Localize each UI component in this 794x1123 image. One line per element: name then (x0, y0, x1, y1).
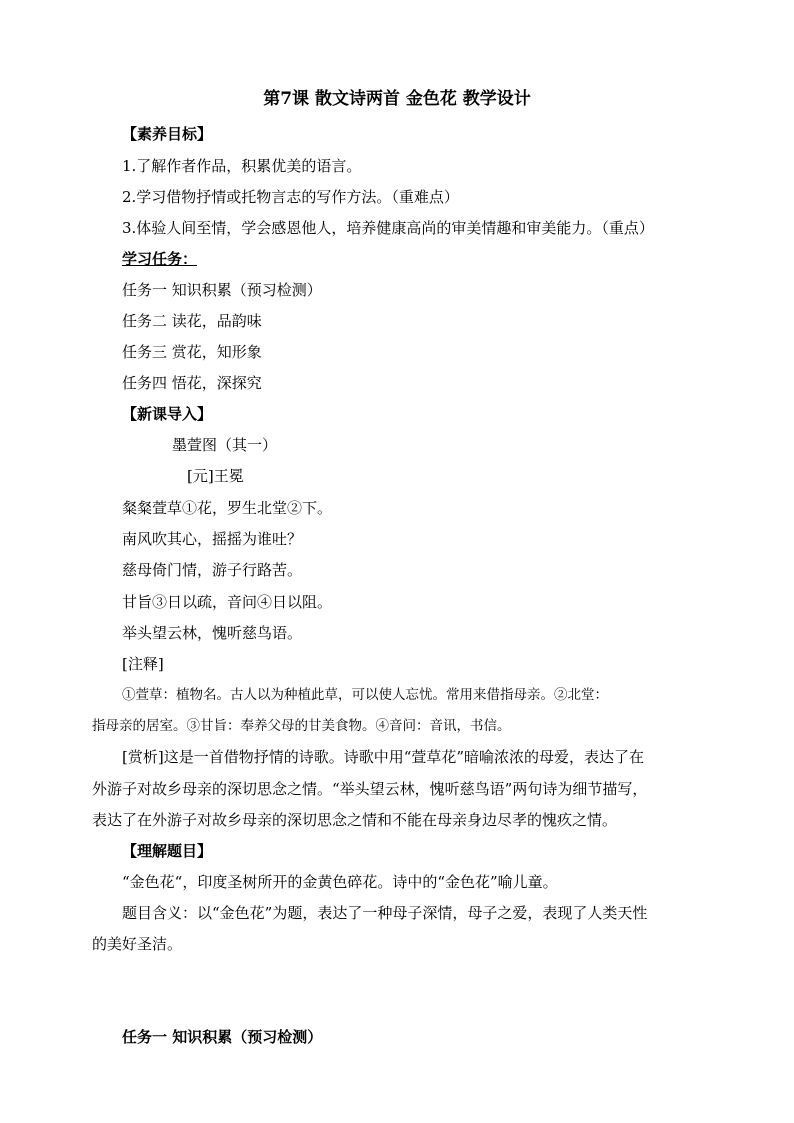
poem-title: 墨萱图（其一） (172, 436, 278, 454)
goal-item-1: 1.了解作者作品，积累优美的语言。 (122, 157, 362, 175)
appreciation-line-3: 表达了在外游子对故乡母亲的深切思念之情和不能在母亲身边尽孝的愧疚之情。 (92, 811, 618, 829)
goals-heading: 【素养目标】 (122, 125, 213, 143)
poem-line-5: 举头望云林，愧听慈鸟语。 (122, 624, 303, 642)
poem-author: [元]王冕 (187, 467, 244, 485)
poem-line-4: 甘旨③日以疏，音问④日以阻。 (122, 593, 333, 611)
task-item-2: 任务二 读花，品韵味 (122, 312, 262, 330)
understand-line-3: 的美好圣洁。 (92, 935, 183, 953)
understand-heading: 【理解题目】 (122, 842, 213, 860)
poem-line-1: 粲粲萱草①花，罗生北堂②下。 (122, 499, 333, 517)
appreciation-line-1: [赏析]这是一首借物抒情的诗歌。诗歌中用“萱草花”暗喻浓浓的母爱，表达了在 (122, 748, 645, 766)
note-line-1: ①萱草：植物名。古人以为种植此草，可以使人忘忧。常用来借指母亲。②北堂： (122, 687, 608, 703)
task1-heading: 任务一 知识积累（预习检测） (122, 1028, 323, 1046)
page-title: 第7课 散文诗两首 金色花 教学设计 (263, 89, 531, 109)
tasks-heading: 学习任务： (122, 250, 198, 268)
poem-line-2: 南风吹其心，摇摇为谁吐？ (122, 530, 303, 548)
task-item-4: 任务四 悟花，深探究 (122, 374, 262, 392)
understand-line-2: 题目含义：以“金色花”为题，表达了一种母子深情，母子之爱，表现了人类天性 (122, 904, 648, 922)
understand-line-1: “金色花“，印度圣树所开的金黄色碎花。诗中的“金色花”喻儿童。 (122, 873, 558, 891)
task-item-1: 任务一 知识积累（预习检测） (122, 281, 322, 299)
note-line-2: 指母亲的居室。③甘旨：奉养父母的甘美食物。④音问：音讯，书信。 (92, 718, 511, 734)
goal-item-2: 2.学习借物抒情或托物言志的写作方法。（重难点） (122, 188, 459, 206)
task-item-3: 任务三 赏花，知形象 (122, 343, 262, 361)
poem-line-3: 慈母倚门情，游子行路苦。 (122, 561, 303, 579)
note-label: [注释] (122, 655, 164, 673)
goal-item-3: 3.体验人间至情，学会感恩他人，培养健康高尚的审美情趣和审美能力。（重点） (122, 219, 654, 237)
appreciation-line-2: 外游子对故乡母亲的深切思念之情。“举头望云林，愧听慈鸟语”两句诗为细节描写， (92, 780, 648, 798)
intro-heading: 【新课导入】 (122, 405, 213, 423)
